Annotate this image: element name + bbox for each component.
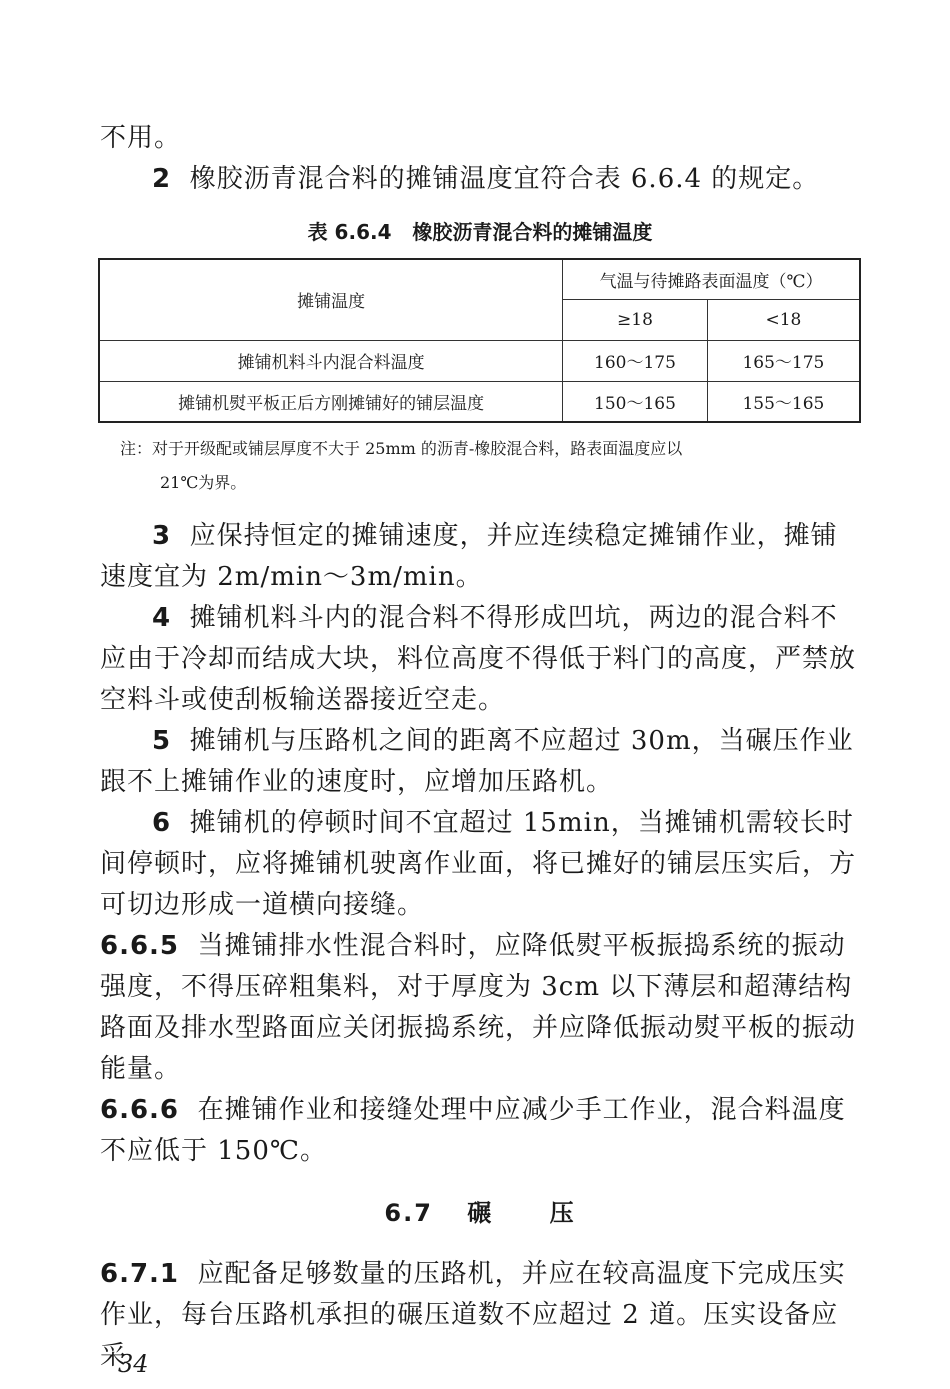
table-note-line-2: 21℃为界。 bbox=[160, 473, 247, 492]
item-number: 3 bbox=[152, 521, 172, 551]
table-number: 表 6.6.4 bbox=[307, 220, 392, 244]
table-cell-label: 摊铺机熨平板正后方刚摊铺好的铺层温度 bbox=[99, 381, 563, 422]
table-header-paving-temperature: 摊铺温度 bbox=[99, 259, 563, 340]
clause-text: 在摊铺作业和接缝处理中应减少手工作业，混合料温度不应低于 150℃。 bbox=[100, 1095, 846, 1166]
table-caption bbox=[100, 216, 860, 245]
clause-item-2 bbox=[100, 159, 860, 200]
table-cell-label: 摊铺机料斗内混合料温度 bbox=[99, 340, 563, 381]
section-number: 6.7 bbox=[384, 1199, 433, 1227]
clause-text: 应配备足够数量的压路机，并应在较高温度下完成压实作业，每台压路机承担的碾压道数不应超过 2 道。压实设备应采 bbox=[100, 1259, 846, 1371]
table-cell-value: 160～175 bbox=[563, 340, 708, 381]
table-title: 橡胶沥青混合料的摊铺温度 bbox=[412, 220, 653, 244]
clause-item-6 bbox=[100, 803, 860, 926]
clause-number: 6.7.1 bbox=[100, 1259, 180, 1289]
clause-6-7-1 bbox=[100, 1254, 860, 1377]
item-text: 橡胶沥青混合料的摊铺温度宜符合表 6.6.4 的规定。 bbox=[189, 164, 820, 194]
item-text: 应保持恒定的摊铺速度，并应连续稳定摊铺作业，摊铺速度宜为 2m/min～3m/min。 bbox=[100, 521, 838, 592]
table-header-air-temperature: 气温与待摊路表面温度（℃） bbox=[563, 259, 860, 299]
item-text: 摊铺机的停顿时间不宜超过 15min，当摊铺机需较长时间停顿时，应将摊铺机驶离作业面，将已摊好的铺层压实后，方可切边形成一道横向接缝。 bbox=[100, 808, 857, 920]
table-note bbox=[120, 432, 860, 500]
section-title-char-1: 碾 bbox=[467, 1198, 494, 1227]
table-cell-value: 155～165 bbox=[707, 381, 860, 422]
section-title-char-2: 压 bbox=[549, 1198, 576, 1227]
item-text: 摊铺机料斗内的混合料不得形成凹坑，两边的混合料不应由于冷却而结成大块，料位高度不得低于料门的高度，严禁放空料斗或使刮板输送器接近空走。 bbox=[100, 603, 857, 715]
table-header-col-ge18: ≥18 bbox=[563, 299, 708, 340]
temperature-table bbox=[98, 258, 861, 423]
item-number: 2 bbox=[152, 164, 172, 194]
item-number: 5 bbox=[152, 726, 172, 756]
item-number: 6 bbox=[152, 808, 172, 838]
paragraph-continuation: 不用。 bbox=[100, 123, 182, 153]
table-note-line-1: 注：对于开级配或铺层厚度不大于 25mm 的沥青-橡胶混合料，路表面温度应以 bbox=[120, 439, 683, 458]
table-header-col-lt18: <18 bbox=[707, 299, 860, 340]
table-cell-value: 150～165 bbox=[563, 381, 708, 422]
clause-6-6-5 bbox=[100, 926, 860, 1090]
table-row bbox=[99, 381, 860, 422]
table-cell-value: 165～175 bbox=[707, 340, 860, 381]
item-number: 4 bbox=[152, 603, 172, 633]
clause-number: 6.6.6 bbox=[100, 1095, 180, 1125]
clause-text: 当摊铺排水性混合料时，应降低熨平板振捣系统的振动强度，不得压碎粗集料，对于厚度为 3cm 以下薄层和超薄结构路面及排水型路面应关闭振捣系统，并应降低振动熨平板的振动能量。 bbox=[100, 931, 857, 1084]
clause-item-4 bbox=[100, 598, 860, 721]
section-heading bbox=[100, 1193, 860, 1228]
clause-item-3 bbox=[100, 516, 860, 598]
table-row bbox=[99, 340, 860, 381]
clause-item-5 bbox=[100, 721, 860, 803]
page-number: 34 bbox=[118, 1350, 149, 1378]
item-text: 摊铺机与压路机之间的距离不应超过 30m，当碾压作业跟不上摊铺作业的速度时，应增加压路机。 bbox=[100, 726, 854, 797]
clause-6-6-6 bbox=[100, 1090, 860, 1172]
clause-number: 6.6.5 bbox=[100, 931, 180, 961]
